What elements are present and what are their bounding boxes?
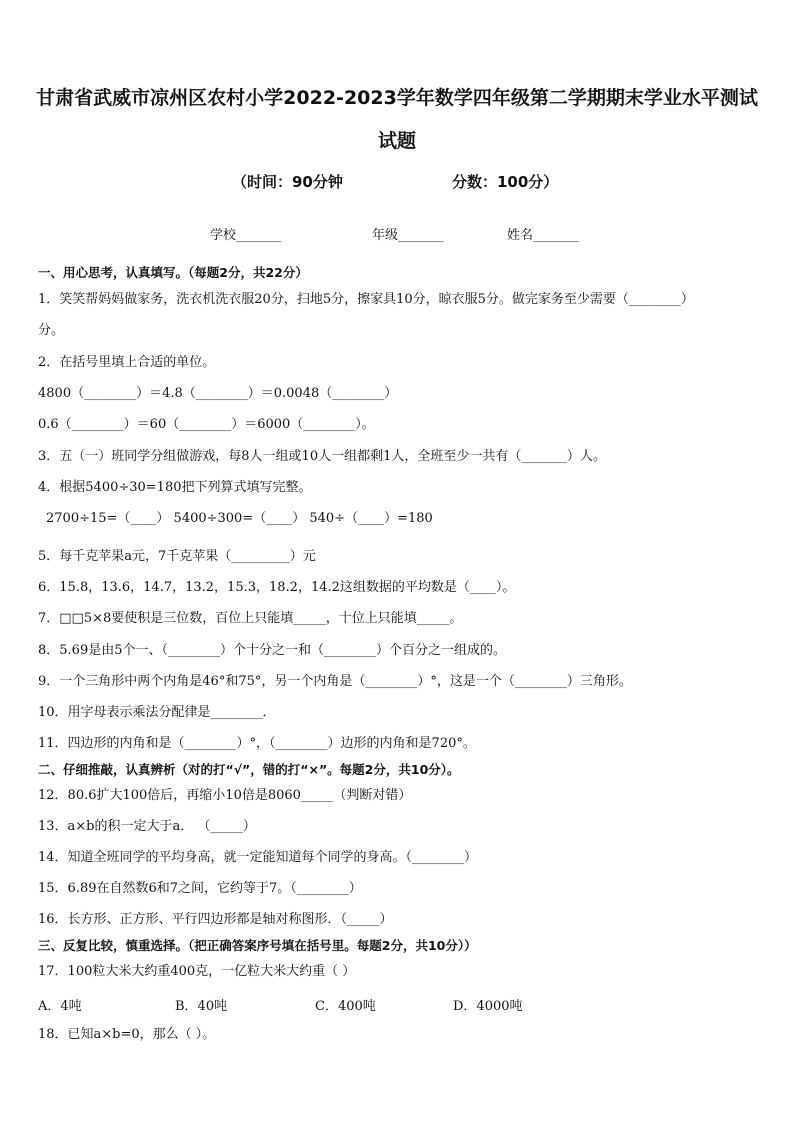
question-2: 2．在括号里填上合适的单位。	[38, 355, 216, 370]
exam-title-line2: 试题	[377, 130, 416, 152]
grade-field: 年级_______	[372, 228, 444, 243]
section-2-heading: 二、仔细推敲，认真辨析（对的打“√”，错的打“×”。每题2分，共10分）。	[38, 762, 460, 777]
question-10: 10．用字母表示乘法分配律是________．	[38, 705, 276, 720]
section-1-heading: 一、用心思考，认真填写。（每题2分，共22分）	[38, 265, 308, 280]
question-2-row1: 4800（________）＝4.8（________）＝0.0048（________）	[38, 386, 398, 401]
question-8: 8．5.69是由5个一、（________）个十分之一和（________）个百分之一组成的。	[38, 643, 506, 658]
question-11: 11．四边形的内角和是（________）°，（________）边形的内角和是720°。	[38, 736, 476, 751]
question-4-items: 2700÷15=（____） 5400÷300=（____） 540÷（____）=180	[46, 511, 433, 526]
exam-time: （时间：90分钟	[232, 173, 343, 191]
exam-title-line1: 甘肃省武威市凉州区农村小学2022-2023学年数学四年级第二学期期末学业水平测试	[36, 87, 758, 109]
section-3-heading: 三、反复比较，慎重选择。（把正确答案序号填在括号里。每题2分，共10分））	[38, 938, 477, 953]
name-field: 姓名_______	[507, 228, 579, 243]
question-18: 18．已知a×b=0，那么（ ）。	[38, 1027, 216, 1042]
school-field: 学校_______	[210, 228, 282, 243]
question-5: 5．每千克苹果a元，7千克苹果（_________）元	[38, 549, 316, 564]
question-16: 16．长方形、正方形、平行四边形都是轴对称图形．（_____）	[38, 912, 393, 927]
question-12: 12．80.6扩大100倍后，再缩小10倍是8060_____（判断对错）	[38, 788, 412, 803]
question-3: 3．五（一）班同学分组做游戏，每8人一组或10人一组都剩1人，全班至少一共有（_______）人。	[38, 449, 606, 464]
q17-choice-a: A．4吨	[38, 999, 82, 1014]
question-7: 7．□□5×8要使积是三位数，百位上只能填_____，十位上只能填_____。	[38, 611, 463, 626]
question-9: 9．一个三角形中两个内角是46°和75°，另一个内角是（________）°，这是一个（________）三角形。	[38, 674, 632, 689]
question-6: 6．15.8，13.6，14.7，13.2，15.3，18.2，14.2这组数据的平均数是（____）。	[38, 580, 516, 595]
question-2-row2: 0.6（________）＝60（________）＝6000（________）。	[38, 417, 375, 432]
exam-score: 分数：100分）	[452, 173, 559, 191]
q17-choice-b: B．40吨	[175, 999, 228, 1014]
question-13: 13．a×b的积一定大于a． （_____）	[38, 819, 256, 834]
q17-choice-d: D．4000吨	[453, 999, 523, 1014]
question-4: 4．根据5400÷30=180把下列算式填写完整。	[38, 480, 312, 495]
question-1: 1．笑笑帮妈妈做家务，洗衣机洗衣服20分，扫地5分，擦家具10分，晾衣服5分。做完家务至少需要（________）	[38, 292, 694, 307]
question-14: 14．知道全班同学的平均身高，就一定能知道每个同学的身高。（________）	[38, 850, 478, 865]
question-17: 17．100粒大米大约重400克，一亿粒大米大约重（ ）	[38, 964, 356, 979]
question-1-cont: 分。	[38, 323, 65, 338]
question-15: 15．6.89在自然数6和7之间，它约等于7。（________）	[38, 881, 362, 896]
q17-choice-c: C．400吨	[315, 999, 376, 1014]
